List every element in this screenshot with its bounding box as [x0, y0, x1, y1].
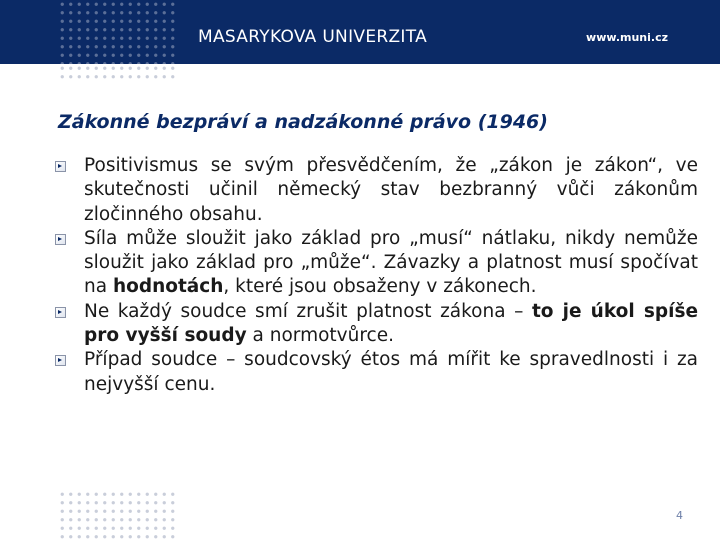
bullet-text: Positivismus se svým přesvědčením, že „zákon je zákon“, ve skutečnosti učinil německý stav bezbranný vůči zákonům zločinného obsahu.: [84, 155, 698, 225]
bottom-dot-pattern: [58, 490, 176, 540]
bullet-text: Ne každý soudce smí zrušit platnost zákona –: [84, 300, 532, 322]
square-arrow-bullet-icon: [55, 355, 66, 366]
bullet-item: [84, 227, 698, 300]
bullet-item: [84, 348, 698, 397]
bullet-item: [84, 300, 698, 349]
bullet-bold-text: to je úkol spíše pro vyšší soudy: [84, 300, 699, 347]
square-arrow-bullet-icon: [55, 161, 66, 172]
bullet-item: [84, 154, 698, 227]
bullet-list: [84, 154, 698, 397]
bullet-bold-text: hodnotách: [112, 276, 224, 298]
page-number: 4: [676, 509, 683, 522]
header-bar: [0, 0, 720, 64]
bullet-text: , které jsou obsaženy v zákonech.: [223, 276, 537, 298]
bullet-text: a normotvůrce.: [246, 325, 394, 347]
university-name: MASARYKOVA UNIVERZITA: [198, 27, 428, 47]
square-arrow-bullet-icon: [55, 234, 66, 245]
bullet-text: Případ soudce – soudcovský étos má mířit ke spravedlnosti i za nejvyšší cenu.: [84, 349, 698, 395]
university-url: www.muni.cz: [586, 31, 668, 44]
header-dot-pattern: [58, 0, 176, 64]
top-dot-pattern: [58, 64, 176, 80]
slide-title: Zákonné bezpráví a nadzákonné právo (1946): [58, 111, 548, 133]
square-arrow-bullet-icon: [55, 307, 66, 318]
bullet-text: Síla může sloužit jako základ pro „musí“ nátlaku, nikdy nemůže sloužit jako základ pro „může“. Závazky a platnost musí spočívat na: [84, 227, 698, 298]
